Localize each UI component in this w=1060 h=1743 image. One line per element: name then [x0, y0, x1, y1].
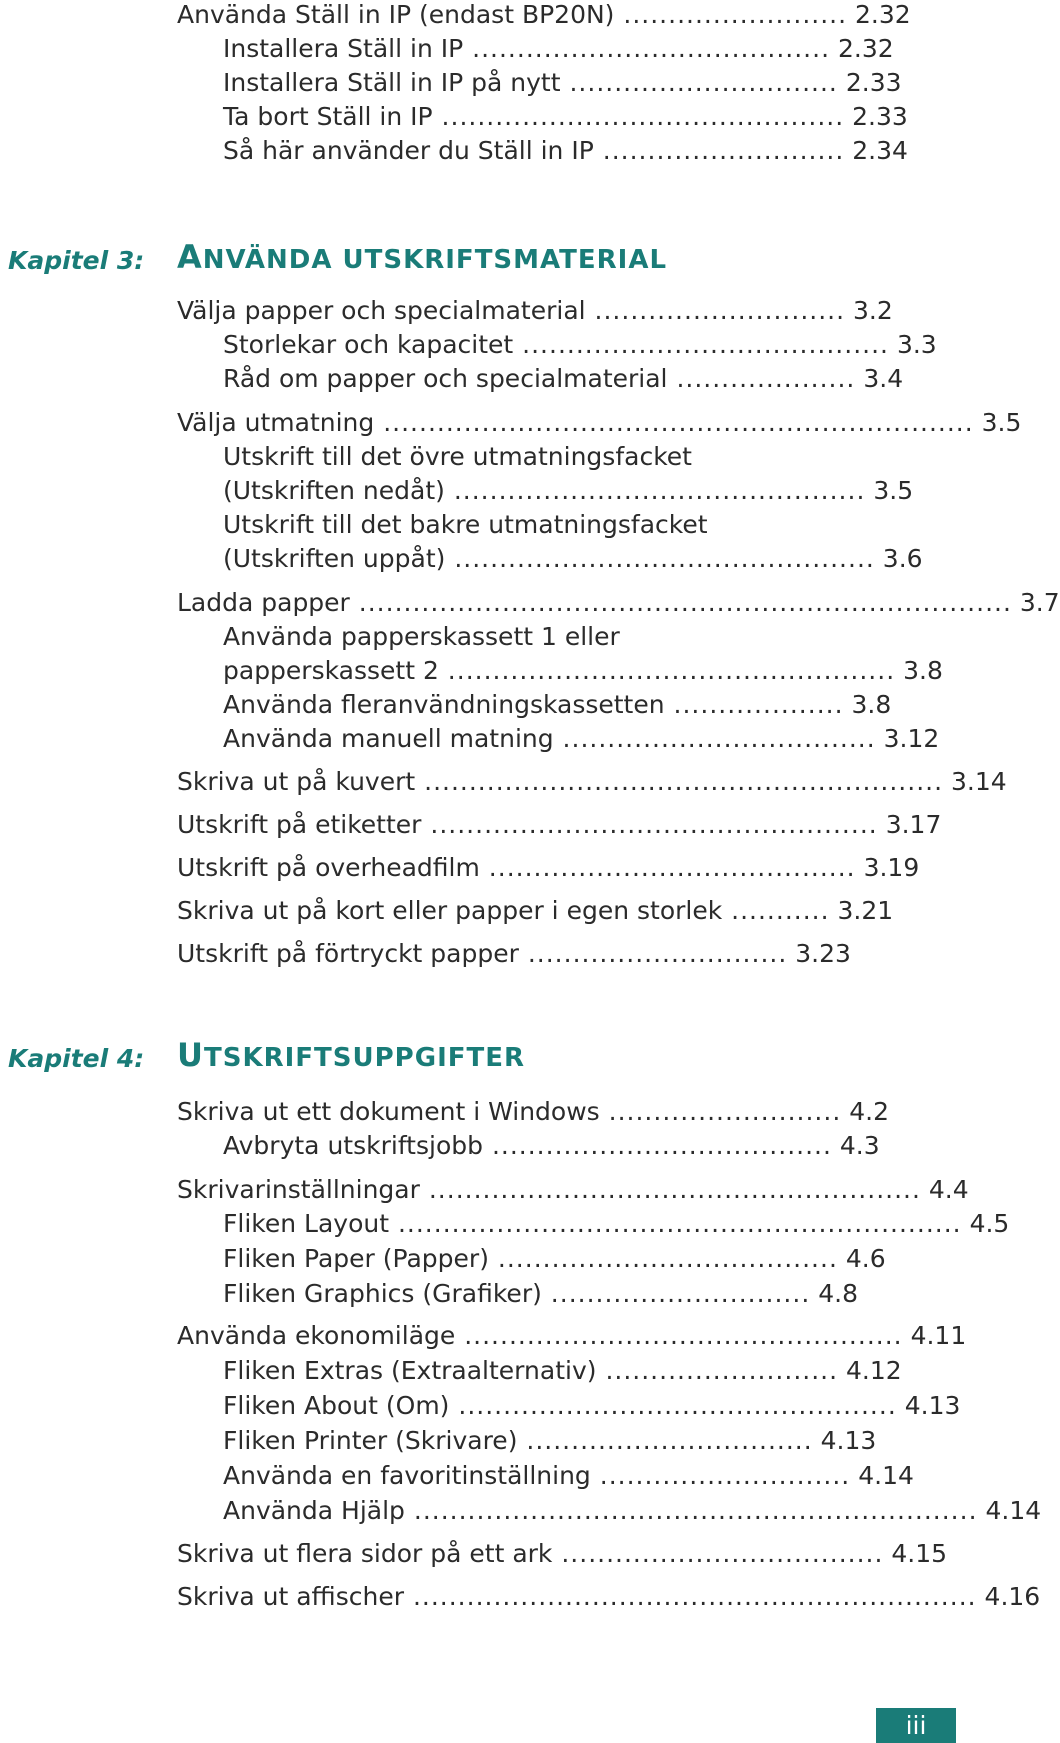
toc-entry-page: 3.19: [863, 853, 920, 882]
toc-entry-page: 2.32: [837, 34, 894, 63]
toc-entry[interactable]: [177, 939, 851, 969]
toc-entry-label: Använda Hjälp: [223, 1496, 405, 1525]
toc-entry-page: 3.3: [896, 330, 937, 359]
toc-entry-page: 2.33: [845, 68, 902, 97]
toc-entry-label: Utskrift till det bakre utmatningsfacket: [223, 510, 708, 539]
toc-entry[interactable]: [177, 1097, 889, 1127]
toc-entry-page: 4.6: [845, 1244, 886, 1273]
toc-entry-label: papperskassett 2: [223, 656, 439, 685]
toc-entry-label: Fliken Layout: [223, 1209, 390, 1238]
toc-leader-dots: ......................................: [488, 1244, 838, 1273]
toc-leader-dots: .............................................: [432, 102, 845, 131]
toc-entry-label: Utskrift till det övre utmatningsfacket: [223, 442, 692, 471]
toc-entry[interactable]: [223, 690, 891, 720]
toc-leader-dots: .........................................: [479, 853, 856, 882]
toc-leader-dots: ............................: [585, 296, 846, 325]
toc-entry-label: Välja utmatning: [177, 408, 375, 437]
toc-entry-page: 4.16: [984, 1582, 1041, 1611]
toc-leader-dots: .........................................................................: [349, 588, 1012, 617]
toc-entry-page: 2.33: [852, 102, 908, 131]
toc-entry-page: 4.11: [910, 1321, 967, 1350]
toc-entry-label: Använda fleranvändningskassetten: [223, 690, 665, 719]
toc-entry-page: 4.3: [839, 1131, 880, 1160]
toc-entry[interactable]: [223, 1391, 960, 1421]
toc-leader-dots: ..................................................: [421, 810, 878, 839]
toc-entry-label: Använda Ställ in IP (endast BP20N): [177, 0, 615, 29]
toc-entry[interactable]: [223, 34, 894, 64]
toc-entry-label: Ladda papper: [177, 588, 350, 617]
toc-leader-dots: ..............................: [560, 68, 838, 97]
toc-entry[interactable]: [223, 330, 937, 360]
toc-entry-page: 4.13: [820, 1426, 877, 1455]
toc-entry-page: 3.21: [837, 896, 894, 925]
chapter-title: [177, 1036, 525, 1074]
toc-entry-page: 3.7: [1019, 588, 1060, 617]
chapter-title-initial: U: [177, 1036, 204, 1074]
toc-entry-label: Använda en favoritinställning: [223, 1461, 591, 1490]
toc-entry-label: Utskrift på overheadfilm: [177, 853, 480, 882]
toc-entry-page: 2.34: [852, 136, 908, 165]
toc-leader-dots: ...........: [722, 896, 830, 925]
toc-entry[interactable]: [223, 1244, 886, 1274]
toc-entry[interactable]: [177, 408, 1021, 438]
toc-entry-page: 3.12: [883, 724, 940, 753]
toc-leader-dots: ...............................................................: [404, 1496, 978, 1525]
toc-entry[interactable]: [223, 510, 708, 540]
toc-entry[interactable]: [223, 68, 902, 98]
toc-entry-page: 4.14: [858, 1461, 914, 1490]
toc-entry-label: Välja papper och specialmaterial: [177, 296, 586, 325]
toc-entry-label: Fliken Printer (Skrivare): [223, 1426, 518, 1455]
toc-entry-label: Fliken Extras (Extraalternativ): [223, 1356, 597, 1385]
toc-entry-label: Utskrift på förtryckt papper: [177, 939, 519, 968]
toc-leader-dots: .........................................: [513, 330, 889, 359]
toc-entry[interactable]: [177, 767, 1007, 797]
toc-entry-label: Fliken About (Om): [223, 1391, 450, 1420]
toc-entry-page: 4.14: [985, 1496, 1042, 1525]
toc-leader-dots: ................................: [517, 1426, 813, 1455]
toc-leader-dots: ........................................: [463, 34, 831, 63]
toc-entry-label: Fliken Graphics (Grafiker): [223, 1279, 542, 1308]
toc-entry-page: 3.4: [863, 364, 904, 393]
toc-entry-page: 3.8: [903, 656, 943, 685]
toc-entry[interactable]: [177, 1175, 969, 1205]
toc-entry-label: Skriva ut flera sidor på ett ark: [177, 1539, 553, 1568]
toc-entry[interactable]: [223, 1279, 858, 1309]
toc-entry-page: 4.12: [846, 1356, 902, 1385]
toc-entry-label: Avbryta utskriftsjobb: [223, 1131, 483, 1160]
toc-entry-page: 3.23: [795, 939, 851, 968]
toc-leader-dots: ......................................: [483, 1131, 832, 1160]
toc-entry-page: 3.17: [885, 810, 942, 839]
toc-entry[interactable]: [223, 544, 923, 574]
toc-entry[interactable]: [177, 588, 1060, 618]
toc-leader-dots: ...........................: [593, 136, 845, 165]
toc-leader-dots: ....................: [667, 364, 856, 393]
toc-leader-dots: .................................................: [455, 1321, 903, 1350]
toc-entry[interactable]: [177, 1321, 966, 1351]
toc-leader-dots: ...............................................................: [389, 1209, 962, 1238]
toc-leader-dots: .........................: [614, 0, 848, 29]
toc-entry-label: Skriva ut ett dokument i Windows: [177, 1097, 600, 1126]
chapter-label: Kapitel 3:: [8, 246, 145, 275]
toc-entry-page: 3.2: [853, 296, 893, 325]
toc-entry-label: Installera Ställ in IP: [223, 34, 464, 63]
toc-leader-dots: ...............................................................: [404, 1582, 977, 1611]
toc-entry-label: Storlekar och kapacitet: [223, 330, 514, 359]
toc-entry[interactable]: [177, 896, 893, 926]
toc-entry[interactable]: [177, 810, 941, 840]
chapter-label: Kapitel 4:: [8, 1044, 145, 1073]
toc-entry-label: Fliken Paper (Papper): [223, 1244, 489, 1273]
toc-entry-page: 3.5: [981, 408, 1022, 437]
toc-leader-dots: ..........................: [599, 1097, 842, 1126]
toc-leader-dots: ..................................................: [438, 656, 896, 685]
toc-entry-page: 4.4: [928, 1175, 969, 1204]
toc-entry-label: Installera Ställ in IP på nytt: [223, 68, 561, 97]
toc-entry[interactable]: [223, 476, 913, 506]
toc-entry-label: Utskrift på etiketter: [177, 810, 422, 839]
toc-leader-dots: ...................................: [553, 724, 876, 753]
chapter-title: [177, 238, 667, 276]
toc-leader-dots: ..........................................................: [415, 767, 944, 796]
toc-entry-page: 4.15: [891, 1539, 948, 1568]
toc-entry[interactable]: [223, 442, 692, 472]
toc-entry-page: 4.8: [818, 1279, 858, 1308]
toc-entry[interactable]: [223, 1209, 1009, 1239]
toc-entry-page: 2.32: [855, 0, 911, 29]
page-number-badge: iii: [876, 1708, 956, 1743]
toc-entry[interactable]: [223, 656, 943, 686]
toc-entry-label: Använda papperskassett 1 eller: [223, 622, 620, 651]
toc-leader-dots: .............................: [518, 939, 788, 968]
toc-entry[interactable]: [223, 364, 903, 394]
toc-entry-label: Råd om papper och specialmaterial: [223, 364, 668, 393]
toc-entry-page: 3.14: [951, 767, 1007, 796]
toc-entry[interactable]: [177, 1582, 1040, 1612]
chapter-title-rest: TSKRIFTSUPPGIFTER: [203, 1043, 526, 1073]
toc-leader-dots: ...............................................: [445, 544, 875, 573]
toc-entry-page: 4.13: [904, 1391, 961, 1420]
chapter-title-initial: A: [177, 238, 203, 276]
toc-entry[interactable]: [223, 136, 908, 166]
toc-entry-label: Ta bort Ställ in IP: [223, 102, 433, 131]
toc-leader-dots: .................................................: [449, 1391, 897, 1420]
toc-leader-dots: ..................................................................: [374, 408, 974, 437]
toc-entry-label: (Utskriften nedåt): [223, 476, 445, 505]
toc-leader-dots: ...................: [664, 690, 844, 719]
toc-entry-page: 4.5: [969, 1209, 1010, 1238]
toc-entry-label: Så här använder du Ställ in IP: [223, 136, 594, 165]
toc-leader-dots: ....................................: [552, 1539, 884, 1568]
toc-entry[interactable]: [223, 724, 939, 754]
toc-entry[interactable]: [223, 1356, 902, 1386]
toc-entry[interactable]: [177, 296, 893, 326]
toc-entry[interactable]: [223, 102, 908, 132]
toc-entry[interactable]: [223, 1426, 876, 1456]
toc-leader-dots: .............................: [541, 1279, 811, 1308]
toc-entry-label: Skriva ut på kort eller papper i egen storlek: [177, 896, 723, 925]
toc-entry-label: (Utskriften uppåt): [223, 544, 446, 573]
toc-leader-dots: .......................................................: [419, 1175, 921, 1204]
toc-entry-page: 4.2: [849, 1097, 889, 1126]
toc-entry[interactable]: [223, 1461, 914, 1491]
toc-entry-page: 3.5: [873, 476, 914, 505]
toc-entry-label: Skrivarinställningar: [177, 1175, 420, 1204]
toc-entry[interactable]: [223, 1496, 1041, 1526]
toc-leader-dots: ..........................: [596, 1356, 839, 1385]
toc-leader-dots: ............................: [590, 1461, 851, 1490]
toc-entry-page: 3.6: [882, 544, 923, 573]
toc-entry[interactable]: [177, 853, 919, 883]
toc-entry[interactable]: [223, 622, 620, 652]
toc-entry-page: 3.8: [851, 690, 892, 719]
toc-entry-label: Använda ekonomiläge: [177, 1321, 456, 1350]
toc-entry[interactable]: [177, 1539, 947, 1569]
toc-entry[interactable]: [177, 0, 911, 30]
toc-entry-label: Använda manuell matning: [223, 724, 554, 753]
toc-entry-label: Skriva ut affischer: [177, 1582, 404, 1611]
toc-entry-label: Skriva ut på kuvert: [177, 767, 416, 796]
chapter-title-rest: NVÄNDA UTSKRIFTSMATERIAL: [202, 245, 668, 275]
toc-leader-dots: ..............................................: [444, 476, 866, 505]
toc-entry[interactable]: [223, 1131, 880, 1161]
